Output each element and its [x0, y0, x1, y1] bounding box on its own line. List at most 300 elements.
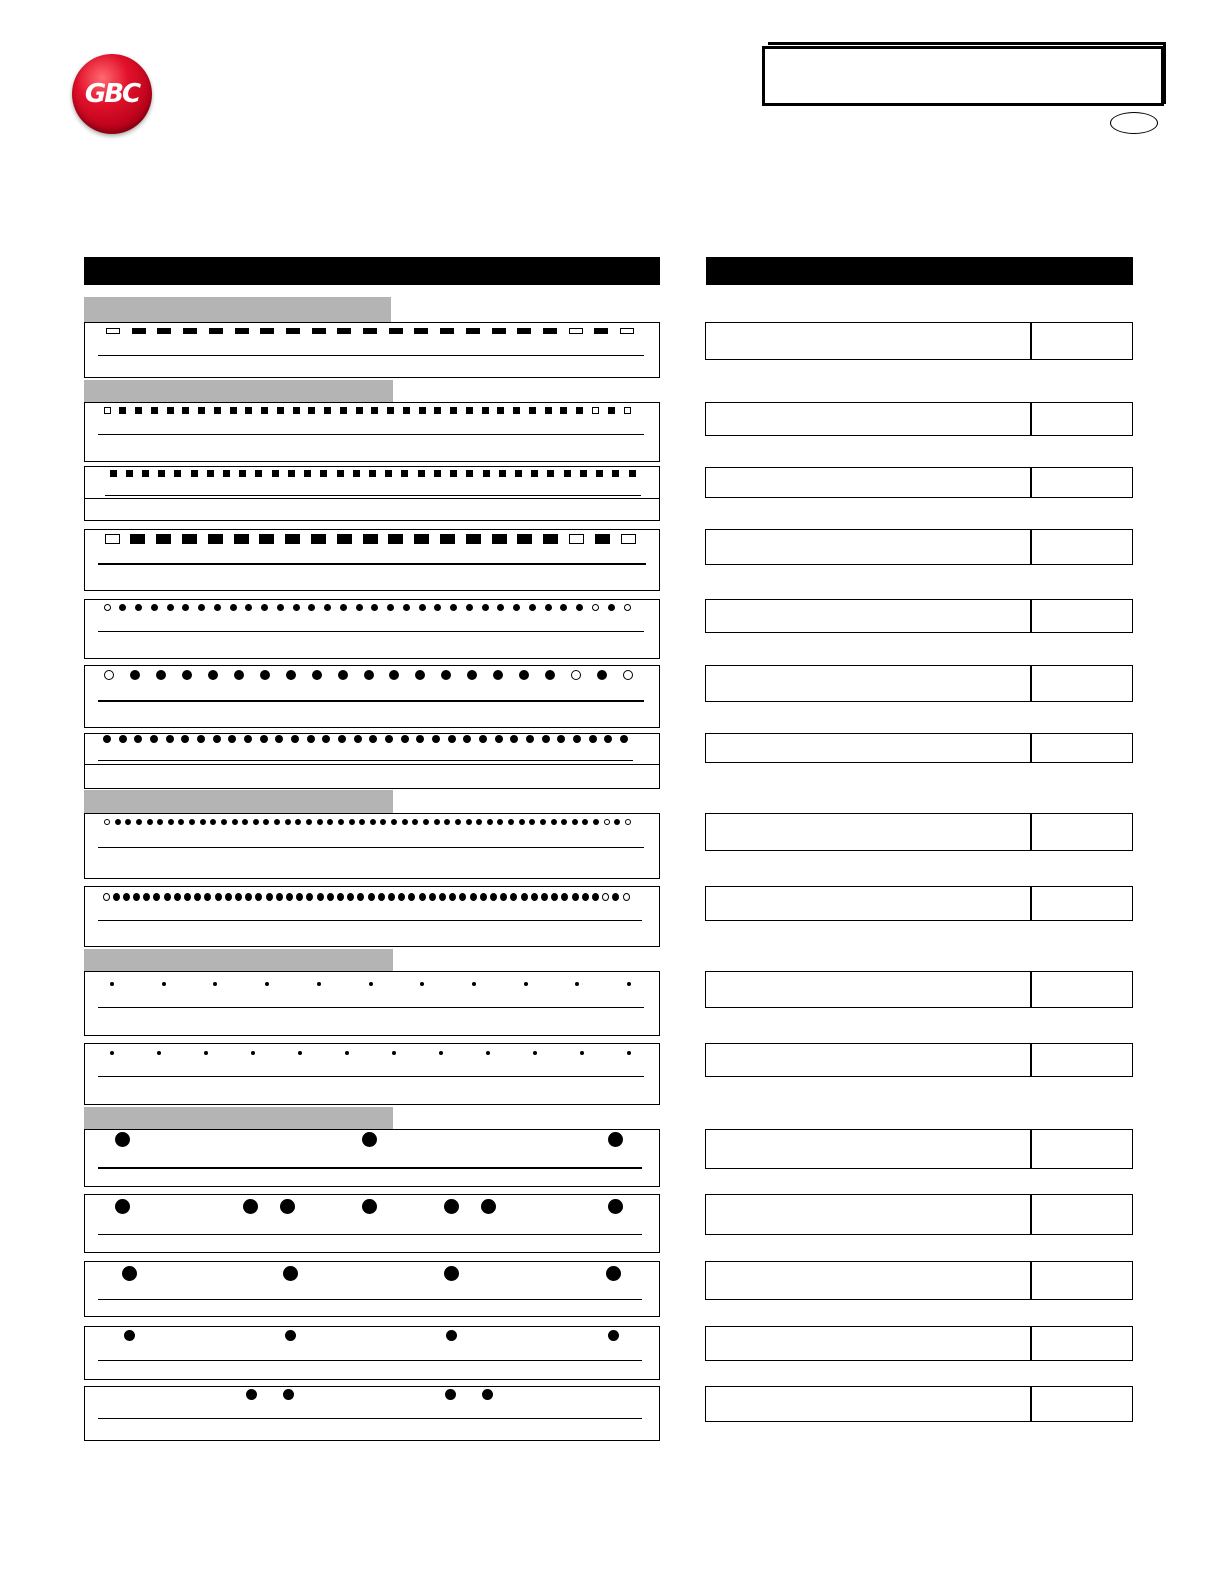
punch-hole	[387, 407, 394, 414]
punch-hole	[157, 1051, 161, 1055]
punch-hole	[312, 670, 322, 680]
punch-hole	[293, 604, 300, 611]
punch-hole	[340, 407, 347, 414]
punch-hole	[481, 1199, 496, 1214]
logo-text: GBC	[84, 79, 140, 109]
punch-hole	[214, 604, 221, 611]
punch-hole	[572, 819, 578, 825]
price-row	[705, 886, 1133, 921]
punch-hole	[151, 604, 158, 611]
punch-hole	[200, 819, 206, 825]
punch-hole	[621, 534, 636, 544]
punch-hole	[482, 604, 489, 611]
punch-pattern-box	[84, 971, 660, 1036]
punch-hole	[261, 407, 268, 414]
punch-hole	[540, 819, 546, 825]
punch-hole	[174, 470, 181, 477]
punch-hole	[356, 407, 363, 414]
price-row	[705, 1194, 1133, 1235]
punch-hole	[266, 893, 273, 901]
price-row	[705, 599, 1133, 633]
punch-hole	[288, 470, 295, 477]
punch-hole	[255, 470, 262, 477]
punch-hole	[371, 604, 378, 611]
punch-hole	[119, 604, 126, 611]
punch-hole	[551, 819, 557, 825]
category-tab	[84, 380, 393, 402]
punch-hole	[304, 470, 311, 477]
punch-hole	[156, 670, 166, 680]
punch-hole	[486, 1051, 490, 1055]
punch-hole	[606, 1266, 621, 1281]
price-divider	[1030, 814, 1032, 850]
punch-hole	[285, 1330, 296, 1341]
punch-hole	[243, 1199, 258, 1214]
punch-hole	[521, 893, 528, 901]
punch-hole	[110, 470, 117, 477]
punch-hole	[403, 604, 410, 611]
punch-hole	[508, 819, 514, 825]
punch-hole	[466, 534, 481, 544]
punch-hole	[414, 328, 428, 334]
punch-hole	[204, 1051, 208, 1055]
punch-hole	[387, 604, 394, 611]
gbc-logo	[72, 54, 152, 134]
punch-hole	[592, 604, 599, 611]
punch-hole	[439, 1051, 443, 1055]
punch-hole	[529, 407, 536, 414]
punch-hole	[450, 604, 457, 611]
punch-hole	[378, 893, 385, 901]
punch-hole	[450, 470, 457, 477]
punch-hole	[513, 407, 520, 414]
punch-hole	[495, 735, 503, 743]
punch-hole	[198, 407, 205, 414]
punch-hole	[261, 604, 268, 611]
punch-hole	[208, 670, 218, 680]
punch-hole	[545, 604, 552, 611]
punch-hole	[119, 407, 126, 414]
price-divider	[1030, 323, 1032, 359]
punch-hole	[569, 328, 583, 334]
punch-hole	[432, 735, 440, 743]
price-row	[705, 1326, 1133, 1361]
punch-hole	[245, 604, 252, 611]
punch-hole	[320, 470, 327, 477]
punch-hole	[466, 407, 473, 414]
price-row	[705, 322, 1133, 360]
punch-hole	[312, 328, 326, 334]
punch-hole	[434, 407, 441, 414]
punch-hole	[472, 982, 476, 986]
price-divider	[1030, 468, 1032, 497]
punch-hole	[130, 534, 145, 544]
punch-hole	[388, 534, 403, 544]
row-divider	[85, 764, 659, 765]
punch-hole	[608, 1330, 619, 1341]
punch-hole	[623, 670, 633, 680]
punch-hole	[569, 534, 584, 544]
punch-hole	[191, 470, 198, 477]
punch-hole	[592, 407, 599, 414]
price-divider	[1030, 734, 1032, 762]
punch-hole	[623, 893, 630, 901]
punch-hole	[526, 735, 534, 743]
category-tab	[84, 297, 391, 322]
punch-hole	[104, 407, 111, 414]
punch-hole	[434, 470, 441, 477]
paper-edge-line	[98, 1360, 642, 1361]
price-row	[705, 971, 1133, 1008]
punch-hole	[362, 1199, 377, 1214]
punch-hole	[612, 470, 619, 477]
punch-hole	[369, 982, 373, 986]
punch-hole	[337, 470, 344, 477]
category-tab	[84, 790, 393, 813]
punch-hole	[620, 328, 634, 334]
punch-hole	[531, 893, 538, 901]
punch-hole	[167, 407, 174, 414]
price-divider	[1030, 600, 1032, 632]
price-row	[705, 1129, 1133, 1169]
punch-hole	[423, 819, 429, 825]
punch-hole	[324, 604, 331, 611]
punch-hole	[440, 328, 454, 334]
punch-hole	[184, 893, 191, 901]
punch-hole	[596, 470, 603, 477]
punch-hole	[213, 735, 221, 743]
punch-hole	[448, 735, 456, 743]
punch-hole	[402, 819, 408, 825]
punch-hole	[189, 819, 195, 825]
punch-hole	[230, 407, 237, 414]
punch-hole	[253, 819, 259, 825]
punch-hole	[572, 893, 579, 901]
price-divider	[1030, 1130, 1032, 1168]
punch-hole	[182, 604, 189, 611]
punch-hole	[311, 534, 326, 544]
punch-hole	[490, 893, 497, 901]
punch-hole	[280, 1199, 295, 1214]
punch-hole	[221, 819, 227, 825]
punch-hole	[162, 982, 166, 986]
paper-edge-line	[105, 495, 641, 496]
punch-hole	[385, 470, 392, 477]
paper-edge-line	[98, 920, 642, 921]
punch-hole	[497, 604, 504, 611]
punch-hole	[620, 735, 628, 743]
punch-hole	[147, 819, 153, 825]
punch-hole	[419, 604, 426, 611]
price-divider	[1030, 1044, 1032, 1076]
punch-hole	[392, 1051, 396, 1055]
punch-hole	[182, 670, 192, 680]
punch-hole	[308, 407, 315, 414]
punch-hole	[529, 604, 536, 611]
punch-hole	[595, 534, 610, 544]
punch-hole	[130, 670, 140, 680]
punch-hole	[122, 1266, 137, 1281]
punch-hole	[624, 604, 631, 611]
punch-hole	[401, 735, 409, 743]
price-row	[705, 733, 1133, 763]
punch-hole	[135, 604, 142, 611]
punch-hole	[259, 534, 274, 544]
price-divider	[1030, 887, 1032, 920]
punch-hole	[418, 470, 425, 477]
punch-hole	[354, 735, 362, 743]
punch-hole	[215, 893, 222, 901]
punch-hole	[208, 534, 223, 544]
punch-hole	[479, 735, 487, 743]
punch-hole	[164, 893, 171, 901]
punch-hole	[349, 819, 355, 825]
punch-hole	[103, 735, 111, 743]
punch-hole	[151, 407, 158, 414]
punch-hole	[388, 893, 395, 901]
punch-hole	[353, 470, 360, 477]
punch-hole	[115, 1199, 130, 1214]
right-column-header	[706, 257, 1133, 285]
punch-hole	[364, 670, 374, 680]
punch-hole	[110, 982, 114, 986]
paper-edge-line	[98, 700, 644, 702]
paper-edge-line	[98, 631, 644, 632]
punch-hole	[560, 407, 567, 414]
price-divider	[1030, 666, 1032, 701]
punch-hole	[119, 735, 127, 743]
punch-hole	[564, 470, 571, 477]
punch-hole	[444, 1266, 459, 1281]
punch-hole	[293, 407, 300, 414]
punch-hole	[533, 1051, 537, 1055]
punch-hole	[286, 328, 300, 334]
price-divider	[1030, 972, 1032, 1007]
punch-hole	[105, 534, 120, 544]
punch-hole	[608, 1199, 623, 1214]
punch-hole	[307, 735, 315, 743]
price-row	[705, 665, 1133, 702]
paper-edge-line	[98, 1418, 642, 1419]
punch-hole	[207, 470, 214, 477]
punch-hole	[338, 670, 348, 680]
punch-hole	[286, 670, 296, 680]
punch-hole	[338, 735, 346, 743]
punch-hole	[368, 893, 375, 901]
punch-hole	[385, 735, 393, 743]
punch-pattern-box	[84, 1326, 660, 1380]
punch-hole	[434, 604, 441, 611]
punch-hole	[209, 328, 223, 334]
punch-hole	[466, 604, 473, 611]
punch-hole	[308, 604, 315, 611]
punch-hole	[429, 893, 436, 901]
left-column-header	[84, 257, 660, 285]
punch-hole	[136, 819, 142, 825]
punch-hole	[627, 982, 631, 986]
paper-edge-line	[98, 1167, 642, 1169]
punch-hole	[580, 470, 587, 477]
punch-hole	[251, 1051, 255, 1055]
punch-hole	[158, 470, 165, 477]
punch-hole	[547, 470, 554, 477]
punch-hole	[363, 328, 377, 334]
punch-hole	[277, 407, 284, 414]
row-divider	[85, 498, 659, 499]
punch-hole	[317, 982, 321, 986]
punch-hole	[483, 470, 490, 477]
punch-hole	[104, 819, 110, 825]
punch-hole	[466, 328, 480, 334]
punch-hole	[446, 1330, 457, 1341]
punch-hole	[389, 328, 403, 334]
punch-hole	[232, 819, 238, 825]
price-row	[705, 1261, 1133, 1300]
punch-hole	[519, 819, 525, 825]
punch-hole	[470, 893, 477, 901]
punch-hole	[260, 735, 268, 743]
punch-hole	[487, 819, 493, 825]
price-divider	[1030, 1195, 1032, 1234]
punch-hole	[542, 735, 550, 743]
punch-hole	[104, 604, 111, 611]
punch-hole	[272, 470, 279, 477]
punch-hole	[283, 1266, 298, 1281]
punch-hole	[115, 819, 121, 825]
punch-hole	[168, 819, 174, 825]
punch-hole	[327, 893, 334, 901]
punch-hole	[592, 893, 599, 901]
punch-hole	[166, 735, 174, 743]
punch-hole	[369, 470, 376, 477]
punch-hole	[283, 1389, 294, 1400]
punch-hole	[419, 407, 426, 414]
punch-hole	[197, 735, 205, 743]
price-divider	[1030, 530, 1032, 564]
punch-hole	[497, 407, 504, 414]
paper-edge-line	[98, 1007, 644, 1008]
punch-hole	[492, 328, 506, 334]
punch-hole	[214, 407, 221, 414]
punch-hole	[230, 604, 237, 611]
punch-hole	[576, 604, 583, 611]
paper-edge-line	[98, 563, 646, 565]
punch-hole	[445, 1389, 456, 1400]
punch-hole	[183, 328, 197, 334]
punch-hole	[115, 1132, 130, 1147]
punch-hole	[482, 407, 489, 414]
punch-hole	[524, 982, 528, 986]
price-divider	[1030, 403, 1032, 435]
punch-hole	[439, 893, 446, 901]
price-divider	[1030, 1262, 1032, 1299]
punch-hole	[245, 407, 252, 414]
paper-edge-line	[98, 1299, 642, 1300]
punch-hole	[466, 819, 472, 825]
punch-hole	[371, 407, 378, 414]
punch-hole	[167, 604, 174, 611]
punch-hole	[337, 893, 344, 901]
price-row	[705, 1386, 1133, 1422]
punch-hole	[246, 1389, 257, 1400]
punch-hole	[466, 470, 473, 477]
punch-hole	[285, 534, 300, 544]
punch-hole	[340, 604, 347, 611]
punch-hole	[337, 534, 352, 544]
punch-hole	[625, 819, 631, 825]
punch-hole	[324, 407, 331, 414]
punch-hole	[482, 1389, 493, 1400]
punch-hole	[235, 893, 242, 901]
punch-hole	[157, 328, 171, 334]
punch-hole	[414, 534, 429, 544]
punch-hole	[150, 735, 158, 743]
price-row	[705, 467, 1133, 498]
punch-hole	[142, 470, 149, 477]
punch-hole	[124, 1330, 135, 1341]
paper-edge-line	[98, 1234, 642, 1235]
punch-hole	[338, 819, 344, 825]
punch-hole	[455, 819, 461, 825]
punch-hole	[306, 819, 312, 825]
punch-hole	[291, 735, 299, 743]
punch-hole	[356, 604, 363, 611]
punch-hole	[276, 893, 283, 901]
paper-edge-line	[98, 355, 644, 356]
punch-hole	[225, 893, 232, 901]
punch-hole	[260, 670, 270, 680]
punch-hole	[627, 1051, 631, 1055]
punch-hole	[608, 407, 615, 414]
punch-hole	[135, 407, 142, 414]
punch-hole	[403, 407, 410, 414]
price-row	[705, 1043, 1133, 1077]
punch-hole	[234, 670, 244, 680]
price-divider	[1030, 1387, 1032, 1421]
category-tab	[84, 1107, 393, 1129]
category-tab	[84, 949, 393, 971]
punch-pattern-box	[84, 1261, 660, 1317]
punch-hole	[260, 328, 274, 334]
punch-hole	[317, 893, 324, 901]
punch-hole	[239, 470, 246, 477]
punch-hole	[573, 735, 581, 743]
punch-hole	[541, 893, 548, 901]
page-badge	[1110, 112, 1158, 134]
paper-edge-line	[98, 1076, 644, 1077]
punch-hole	[182, 534, 197, 544]
punch-hole	[597, 670, 607, 680]
paper-edge-line	[98, 434, 644, 435]
punch-hole	[624, 407, 631, 414]
punch-hole	[517, 328, 531, 334]
punch-hole	[608, 1132, 623, 1147]
punch-hole	[434, 819, 440, 825]
punch-hole	[174, 893, 181, 901]
punch-hole	[629, 470, 636, 477]
punch-hole	[444, 1199, 459, 1214]
punch-hole	[604, 819, 610, 825]
punch-hole	[103, 893, 110, 901]
punch-hole	[576, 407, 583, 414]
paper-edge-line	[98, 847, 644, 848]
punch-hole	[363, 534, 378, 544]
punch-hole	[608, 604, 615, 611]
punch-hole	[126, 470, 133, 477]
punch-hole	[517, 534, 532, 544]
punch-hole	[419, 893, 426, 901]
punch-hole	[132, 328, 146, 334]
